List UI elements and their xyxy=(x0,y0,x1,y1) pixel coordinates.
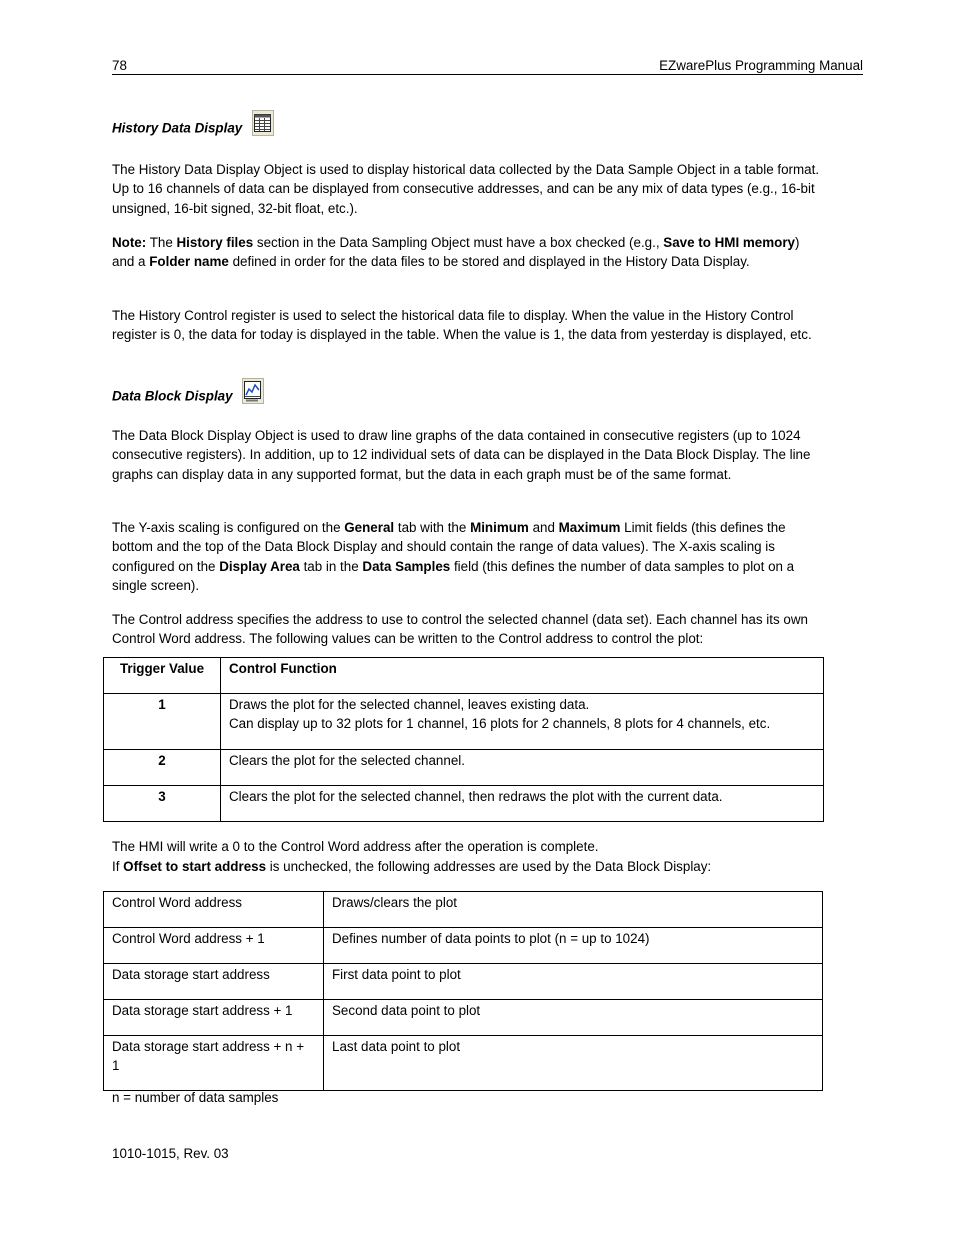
table-header-row xyxy=(104,658,824,694)
description-cell: Second data point to plot xyxy=(324,1000,823,1036)
table-row xyxy=(104,1036,823,1091)
history-data-display-heading: History Data Display xyxy=(112,112,274,138)
address-cell: Data storage start address + n + 1 xyxy=(104,1036,324,1091)
description-cell: First data point to plot xyxy=(324,964,823,1000)
table-header-cell: Control Function xyxy=(221,658,824,694)
page-footer: 1010-1015, Rev. 03 xyxy=(112,1146,229,1161)
control-function-cell: Clears the plot for the selected channel. xyxy=(221,750,824,786)
address-cell: Data storage start address xyxy=(104,964,324,1000)
trigger-value-cell: 2 xyxy=(104,750,221,786)
page-header xyxy=(112,57,863,75)
graph-icon xyxy=(242,378,264,404)
table-row xyxy=(104,928,823,964)
data-block-display-heading: Data Block Display xyxy=(112,380,264,406)
table-footnote: n = number of data samples xyxy=(112,1090,279,1105)
history-control-paragraph: The History Control register is used to select the historical data file to display. When the value in the History Control register is 0, the data for today is displayed in the table. When the value is 1, the data from yesterday is displayed, etc. xyxy=(112,308,812,343)
history-intro-paragraph: The History Data Display Object is used to display historical data collected by the Data Sample Object in a table format. Up to 16 channels of data can be displayed from consecutive addresses, and can be any mix of data types (e.g., 16-bit unsigned, 16-bit signed, 32-bit float, etc.). xyxy=(112,162,820,216)
address-cell: Control Word address + 1 xyxy=(104,928,324,964)
trigger-value-cell: 3 xyxy=(104,786,221,822)
control-function-cell: Clears the plot for the selected channel, then redraws the plot with the current data. xyxy=(221,786,824,822)
table-row xyxy=(104,786,824,822)
axis-scaling-paragraph: The Y-axis scaling is configured on the General tab with the Minimum and Maximum Limit fields (this defines the bottom and the top of the Data Block Display and should contain the range of data values). The X-axis scaling is configured on the Display Area tab in the Data Samples field (this defines the number of data samples to plot on a single screen). xyxy=(112,520,795,593)
manual-title: EZwarePlus Programming Manual xyxy=(659,58,863,73)
trigger-value-cell: 1 xyxy=(104,694,221,750)
control-address-paragraph: The Control address specifies the address to use to control the selected channel (data set). Each channel has its own Control Word address. The following values can be written to the Control address to control the plot: xyxy=(112,612,808,647)
page-number: 78 xyxy=(112,58,127,73)
table-row xyxy=(104,750,824,786)
table-row xyxy=(104,892,823,928)
trigger-value-table xyxy=(103,657,824,822)
table-row xyxy=(104,694,824,750)
table-row xyxy=(104,1000,823,1036)
table-header-cell: Trigger Value xyxy=(104,658,221,694)
table-row xyxy=(104,964,823,1000)
address-cell: Data storage start address + 1 xyxy=(104,1000,324,1036)
history-note-paragraph: Note: The History files section in the Data Sampling Object must have a box checked (e.g., Save to HMI memory) and a Folder name defined in order for the data files to be stored and displayed in the History Data Display. xyxy=(112,235,800,270)
table-icon xyxy=(252,110,274,136)
description-cell: Defines number of data points to plot (n = up to 1024) xyxy=(324,928,823,964)
data-block-intro-paragraph: The Data Block Display Object is used to draw line graphs of the data contained in consecutive registers (up to 1024 consecutive registers). In addition, up to 12 individual sets of data can be displayed in the Data Block Display. The line graphs can display data in any supported format, but the data in each graph must be of the same format. xyxy=(112,428,811,482)
control-function-cell: Draws the plot for the selected channel, leaves existing data. Can display up to 32 plots for 1 channel, 16 plots for 2 channels, 8 plots for 4 channels, etc. xyxy=(221,694,824,750)
description-cell: Draws/clears the plot xyxy=(324,892,823,928)
offset-paragraph: If Offset to start address is unchecked, the following addresses are used by the Data Block Display: xyxy=(112,859,712,874)
address-cell: Control Word address xyxy=(104,892,324,928)
address-table xyxy=(103,891,823,1091)
description-cell: Last data point to plot xyxy=(324,1036,823,1091)
hmi-write-paragraph: The HMI will write a 0 to the Control Word address after the operation is complete. xyxy=(112,839,599,854)
